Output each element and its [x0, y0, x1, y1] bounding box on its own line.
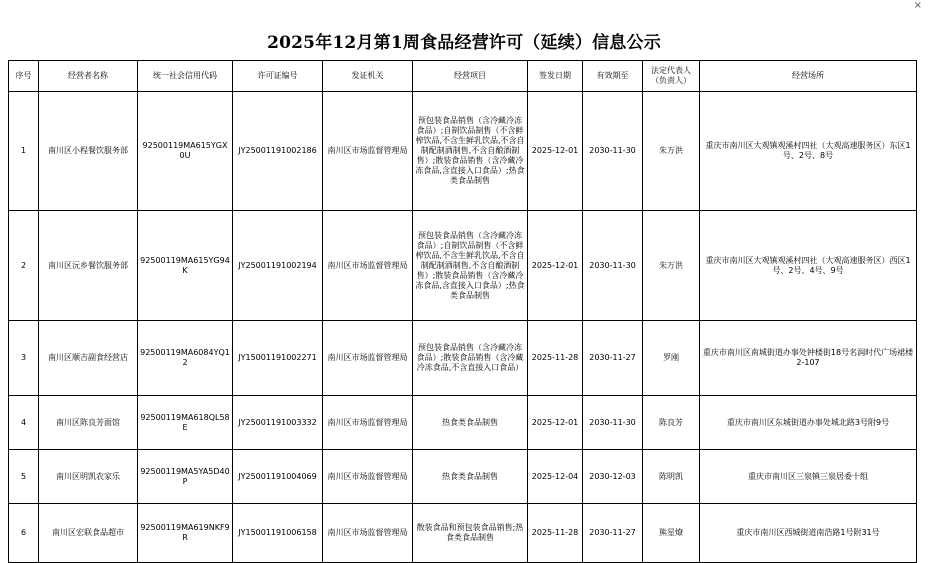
- cell-items: 热食类食品制售: [413, 396, 528, 450]
- close-icon[interactable]: ×: [913, 0, 922, 11]
- cell-seq: 2: [9, 211, 39, 321]
- cell-credit-code: 92500119MA615YG94K: [138, 211, 233, 321]
- cell-operator: 南川区陈良芳面馆: [39, 396, 138, 450]
- cell-legal-rep: 陈良芳: [643, 396, 700, 450]
- cell-expiry: 2030-11-30: [583, 211, 643, 321]
- license-table: [8, 60, 917, 563]
- cell-address: 重庆市南川区大观镇观溪村四社（大观高速服务区）东区1号、2号、8号: [700, 92, 917, 211]
- cell-credit-code: 92500119MA6084YQ12: [138, 321, 233, 396]
- cell-legal-rep: 朱万洪: [643, 92, 700, 211]
- cell-issue-date: 2025-12-01: [528, 92, 583, 211]
- cell-expiry: 2030-11-30: [583, 396, 643, 450]
- cell-operator: 南川区沅乡餐饮服务部: [39, 211, 138, 321]
- cell-authority: 南川区市场监督管理局: [323, 396, 413, 450]
- table-row: [9, 450, 917, 504]
- cell-address: 重庆市南川区南城街道办事处钟楼街18号名润时代广场裙楼2-107: [700, 321, 917, 396]
- page-title: 2025年12月第1周食品经营许可（延续）信息公示: [267, 33, 661, 53]
- cell-issue-date: 2025-12-01: [528, 396, 583, 450]
- cell-items: 预包装食品销售（含冷藏冷冻食品）;自制饮品制售（不含鲜榨饮品,不含生鲜乳饮品,不含自制配制酒制售,不含自酿酒制售）;散装食品销售（含冷藏冷冻食品,含直接入口食品）;热食类食品制售: [413, 92, 528, 211]
- header-address: 经营场所: [700, 61, 917, 92]
- cell-seq: 3: [9, 321, 39, 396]
- table-header-row: [9, 61, 917, 92]
- cell-items: 散装食品和预包装食品销售;热食类食品制售: [413, 504, 528, 563]
- header-legal-rep: 法定代表人（负责人）: [643, 61, 700, 92]
- cell-legal-rep: 陈明凯: [643, 450, 700, 504]
- cell-seq: 5: [9, 450, 39, 504]
- cell-issue-date: 2025-11-28: [528, 504, 583, 563]
- cell-legal-rep: 朱万洪: [643, 211, 700, 321]
- cell-issue-date: 2025-12-04: [528, 450, 583, 504]
- cell-authority: 南川区市场监督管理局: [323, 504, 413, 563]
- cell-credit-code: 92500119MA619NKF9R: [138, 504, 233, 563]
- header-seq: 序号: [9, 61, 39, 92]
- cell-credit-code: 92500119MA618QL58E: [138, 396, 233, 450]
- cell-authority: 南川区市场监督管理局: [323, 321, 413, 396]
- cell-authority: 南川区市场监督管理局: [323, 92, 413, 211]
- cell-credit-code: 92500119MA5YA5D40P: [138, 450, 233, 504]
- cell-address: 重庆市南川区三泉镇三泉居委十组: [700, 450, 917, 504]
- cell-seq: 6: [9, 504, 39, 563]
- header-authority: 发证机关: [323, 61, 413, 92]
- table-row: [9, 211, 917, 321]
- cell-items: 热食类食品制售: [413, 450, 528, 504]
- cell-license-no: JY25001191002194: [233, 211, 323, 321]
- cell-seq: 4: [9, 396, 39, 450]
- header-expiry: 有效期至: [583, 61, 643, 92]
- header-issue-date: 签发日期: [528, 61, 583, 92]
- cell-address: 重庆市南川区西城街道南浩路1号附31号: [700, 504, 917, 563]
- cell-operator: 南川区小程餐饮服务部: [39, 92, 138, 211]
- cell-expiry: 2030-12-03: [583, 450, 643, 504]
- table-row: [9, 504, 917, 563]
- table-row: [9, 396, 917, 450]
- cell-expiry: 2030-11-27: [583, 321, 643, 396]
- cell-expiry: 2030-11-30: [583, 92, 643, 211]
- cell-credit-code: 92500119MA615YGX0U: [138, 92, 233, 211]
- cell-operator: 南川区明凯农家乐: [39, 450, 138, 504]
- header-items: 经营项目: [413, 61, 528, 92]
- cell-address: 重庆市南川区东城街道办事处城北路3号附9号: [700, 396, 917, 450]
- table-row: [9, 92, 917, 211]
- cell-seq: 1: [9, 92, 39, 211]
- cell-legal-rep: 熊星燎: [643, 504, 700, 563]
- cell-license-no: JY15001191002271: [233, 321, 323, 396]
- cell-items: 预包装食品销售（含冷藏冷冻食品）;散装食品销售（含冷藏冷冻食品,不含直接入口食品）: [413, 321, 528, 396]
- cell-address: 重庆市南川区大观镇观溪村四社（大观高速服务区）西区1号、2号、4号、9号: [700, 211, 917, 321]
- header-credit-code: 统一社会信用代码: [138, 61, 233, 92]
- cell-issue-date: 2025-12-01: [528, 211, 583, 321]
- cell-expiry: 2030-11-27: [583, 504, 643, 563]
- cell-license-no: JY25001191002186: [233, 92, 323, 211]
- cell-license-no: JY15001191006158: [233, 504, 323, 563]
- header-operator: 经营者名称: [39, 61, 138, 92]
- cell-issue-date: 2025-11-28: [528, 321, 583, 396]
- table-row: [9, 321, 917, 396]
- cell-license-no: JY25001191004069: [233, 450, 323, 504]
- cell-authority: 南川区市场监督管理局: [323, 211, 413, 321]
- cell-operator: 南川区宏联食品超市: [39, 504, 138, 563]
- cell-license-no: JY25001191003332: [233, 396, 323, 450]
- header-license-no: 许可证编号: [233, 61, 323, 92]
- cell-items: 预包装食品销售（含冷藏冷冻食品）;自制饮品制售（不含鲜榨饮品,不含生鲜乳饮品,不含自制配制酒制售,不含自酿酒制售）;散装食品销售（含冷藏冷冻食品,含直接入口食品）;热食类食品制售: [413, 211, 528, 321]
- cell-operator: 南川区顺吉副食经营店: [39, 321, 138, 396]
- cell-legal-rep: 罗刚: [643, 321, 700, 396]
- cell-authority: 南川区市场监督管理局: [323, 450, 413, 504]
